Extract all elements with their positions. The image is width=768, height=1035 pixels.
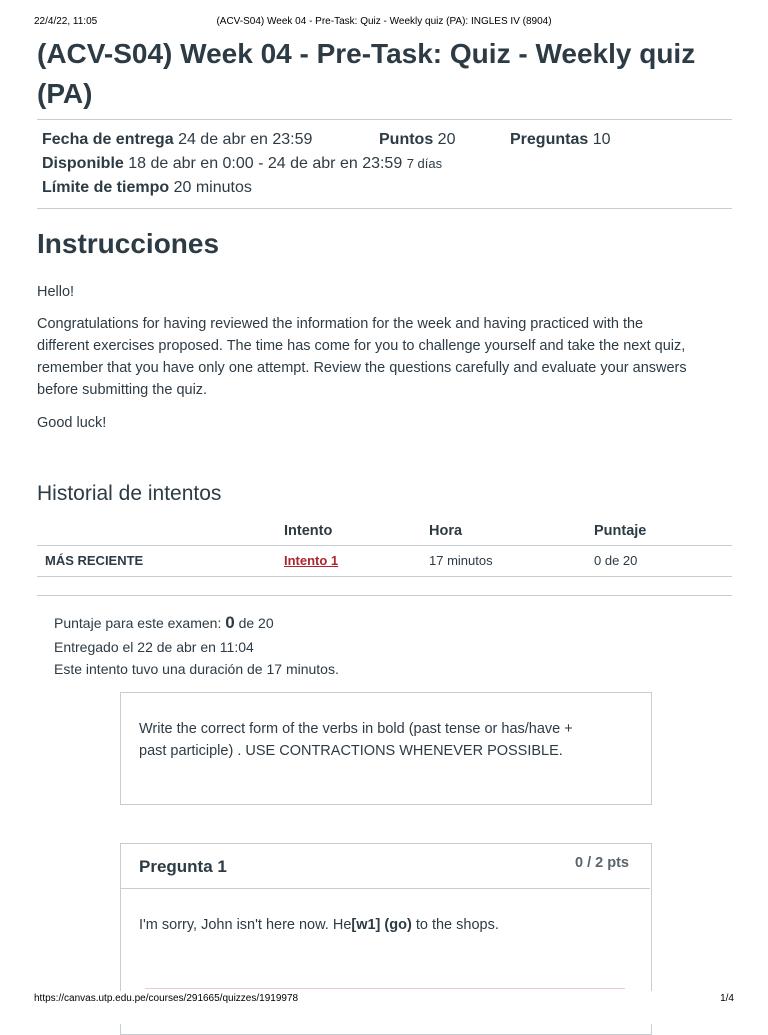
print-url: https://canvas.utp.edu.pe/courses/291665/quizzes/1919978 xyxy=(34,993,299,1004)
exam-score-prefix: Puntaje para este examen: xyxy=(54,615,222,631)
instructions-closing: Good luck! xyxy=(37,415,107,431)
instructions-greeting: Hello! xyxy=(37,284,75,300)
instructions-body-line: different exercises proposed. The time has come for you to challenge yourself and take the next quiz, xyxy=(37,338,686,354)
answer-indicator-line xyxy=(145,988,625,989)
attempt-score-value: 0 xyxy=(594,553,602,568)
print-header xyxy=(34,16,734,30)
availability-days: 7 días xyxy=(406,156,443,171)
points-label: Puntos xyxy=(379,131,434,148)
availability-value: 18 de abr en 0:00 - 24 de abr en 23:59 xyxy=(128,155,403,172)
attempt-score xyxy=(594,553,637,568)
questions xyxy=(510,130,611,150)
print-footer xyxy=(34,991,734,1024)
page-title-line2: (PA) xyxy=(37,78,93,109)
question-1-title: Pregunta 1 xyxy=(139,857,227,876)
directions-line: Write the correct form of the verbs in bold (past tense or has/have + xyxy=(139,721,573,737)
question-1-text-before: I'm sorry, John isn't here now. He xyxy=(139,917,352,933)
page-title-line1: (ACV-S04) Week 04 - Pre-Task: Quiz - Weekly quiz xyxy=(37,38,696,69)
exam-score-suffix: de 20 xyxy=(238,615,274,631)
question-1-text-after: to the shops. xyxy=(411,917,499,933)
time-limit xyxy=(42,178,252,198)
attempt-score-of: de 20 xyxy=(604,553,638,568)
history-col-attempt: Intento xyxy=(284,523,333,539)
question-1-blank: [w1] (go) xyxy=(351,917,412,933)
time-limit-label: Límite de tiempo xyxy=(42,179,170,196)
table-header-divider xyxy=(37,545,732,546)
page-title xyxy=(37,34,727,114)
divider xyxy=(37,119,732,120)
divider xyxy=(37,595,732,596)
time-limit-value: 20 minutos xyxy=(173,179,252,196)
questions-label: Preguntas xyxy=(510,131,589,148)
history-heading: Historial de intentos xyxy=(37,482,222,505)
directions-line: past participle) . USE CONTRACTIONS WHENEVER POSSIBLE. xyxy=(139,743,563,759)
print-doc-title: (ACV-S04) Week 04 - Pre-Task: Quiz - Weekly quiz (PA): INGLES IV (8904) xyxy=(216,16,552,27)
instructions-body-line: Congratulations for having reviewed the information for the week and having practiced with the xyxy=(37,316,644,332)
questions-value: 10 xyxy=(592,131,611,148)
question-1-points: 0 / 2 pts xyxy=(575,855,629,871)
attempt-time: 17 minutos xyxy=(429,553,493,568)
directions-text xyxy=(139,718,629,762)
history-col-time: Hora xyxy=(429,523,463,539)
history-col-score: Puntaje xyxy=(594,523,647,539)
exam-score-value: 0 xyxy=(225,613,235,632)
print-page-number: 1/4 xyxy=(720,993,734,1004)
availability xyxy=(42,154,442,174)
attempt-duration: Este intento tuvo una duración de 17 minutos. xyxy=(54,661,339,677)
instructions-body xyxy=(37,313,737,401)
instructions-heading: Instrucciones xyxy=(37,228,220,259)
attempt-1-link[interactable]: Intento 1 xyxy=(284,553,339,568)
print-datetime: 22/4/22, 11:05 xyxy=(34,16,98,27)
submitted-at: Entregado el 22 de abr en 11:04 xyxy=(54,639,254,655)
row-label-most-recent: MÁS RECIENTE xyxy=(45,553,144,568)
instructions-body-line: remember that you have only one attempt. Review the questions carefully and evaluate your answers xyxy=(37,360,687,376)
due-date-value: 24 de abr en 23:59 xyxy=(178,131,313,148)
availability-label: Disponible xyxy=(42,155,124,172)
points-value: 20 xyxy=(437,131,456,148)
points xyxy=(379,130,455,150)
exam-score xyxy=(54,613,274,633)
instructions-body-line: before submitting the quiz. xyxy=(37,382,208,398)
divider xyxy=(37,208,732,209)
table-row-divider xyxy=(37,576,732,577)
question-1-text xyxy=(139,917,499,933)
due-date-label: Fecha de entrega xyxy=(42,131,174,148)
due-date xyxy=(42,130,312,150)
